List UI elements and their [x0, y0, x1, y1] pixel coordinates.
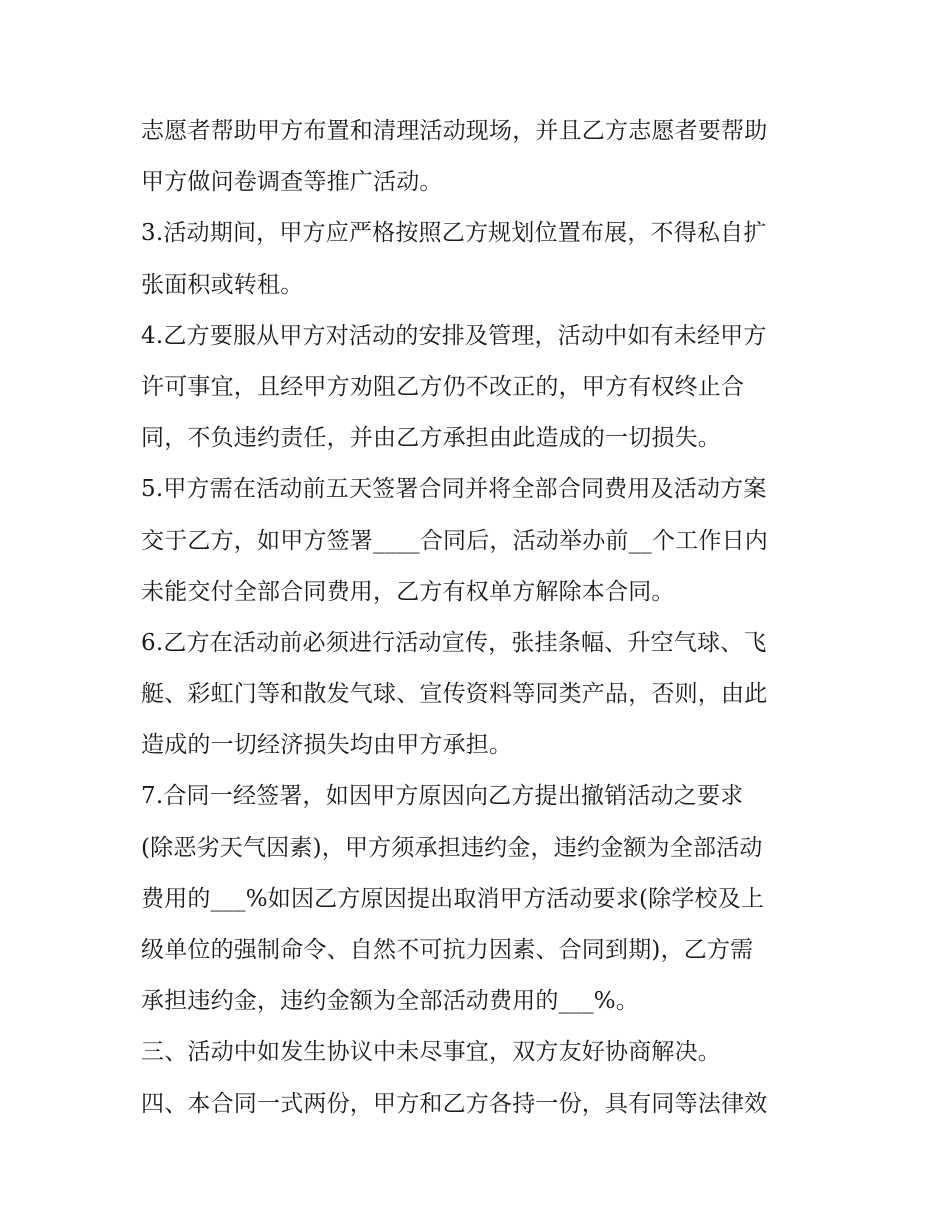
clause-7-line: 7.合同一经签署，如因甲方原因向乙方提出撤销活动之要求 — [141, 783, 744, 810]
section-4-line: 四、本合同一式两份，甲方和乙方各持一份，具有同等法律效 — [141, 1090, 768, 1117]
text-line: 承担违约金，违约金额为全部活动费用的___%。 — [141, 988, 639, 1015]
text-line: 交于乙方，如甲方签署____合同后，活动举办前__个工作日内 — [141, 527, 768, 554]
contract-text-body — [141, 106, 821, 1130]
text-line: 级单位的强制命令、自然不可抗力因素、合同到期)，乙方需 — [141, 937, 754, 963]
text-line: 张面积或转租。 — [141, 271, 304, 298]
text-line: 费用的___%如因乙方原因提出取消甲方活动要求(除学校及上 — [141, 885, 765, 912]
text-line: 造成的一切经济损失均由甲方承担。 — [141, 732, 513, 759]
text-line: 志愿者帮助甲方布置和清理活动现场，并且乙方志愿者要帮助 — [141, 118, 768, 144]
text-line: (除恶劣天气因素)，甲方须承担违约金，违约金额为全部活动 — [141, 834, 763, 861]
text-line: 艇、彩虹门等和散发气球、宣传资料等同类产品，否则，由此 — [141, 681, 768, 708]
clause-3-line: 3.活动期间，甲方应严格按照乙方规划位置布展，不得私自扩 — [141, 220, 767, 247]
clause-5-line: 5.甲方需在活动前五天签署合同并将全部合同费用及活动方案 — [141, 476, 767, 503]
clause-6-line: 6.乙方在活动前必须进行活动宣传，张挂条幅、升空气球、飞 — [141, 629, 767, 656]
text-line: 许可事宜，且经甲方劝阻乙方仍不改正的，甲方有权终止合 — [141, 373, 745, 400]
text-line: 未能交付全部合同费用，乙方有权单方解除本合同。 — [141, 578, 675, 605]
section-3-line: 三、活动中如发生协议中未尽事宜，双方友好协商解决。 — [141, 1039, 721, 1066]
text-line: 甲方做问卷调查等推广活动。 — [141, 169, 443, 196]
text-line: 同，不负违约责任，并由乙方承担由此造成的一切损失。 — [141, 425, 721, 452]
clause-4-line: 4.乙方要服从甲方对活动的安排及管理，活动中如有未经甲方 — [141, 322, 767, 349]
